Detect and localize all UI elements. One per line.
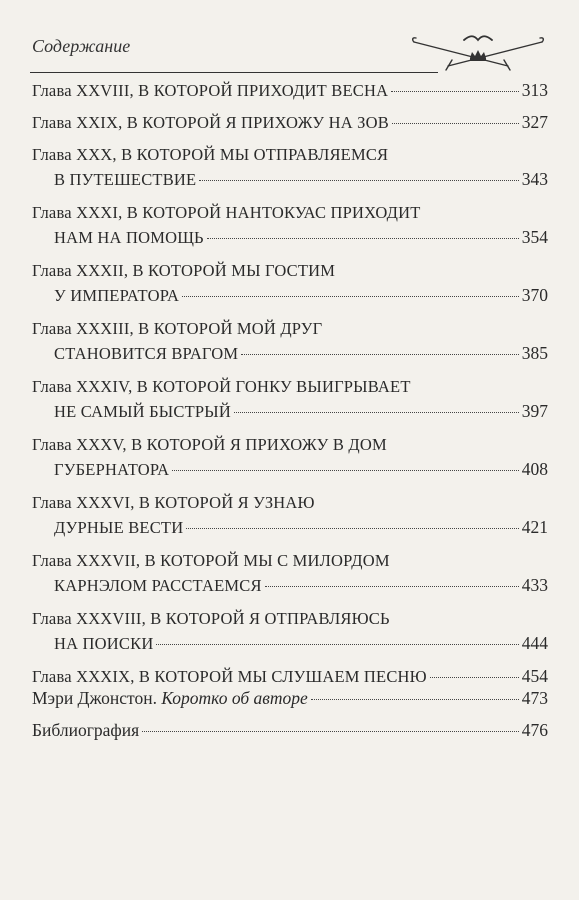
toc-line <box>32 200 548 225</box>
toc-page-number: 408 <box>521 459 548 479</box>
dot-leader <box>430 677 519 678</box>
toc-page-number: 370 <box>521 285 548 305</box>
toc-line <box>32 374 548 399</box>
toc-entry-title: Глава XXXVII, В КОТОРОЙ МЫ С МИЛОРДОМ <box>32 551 390 570</box>
back-matter-title <box>32 686 308 711</box>
dot-leader <box>241 354 519 355</box>
toc-entry[interactable] <box>32 606 548 656</box>
dot-leader <box>156 644 518 645</box>
toc-page-number: 444 <box>521 633 548 653</box>
toc-line <box>32 316 548 341</box>
toc-page-number: 313 <box>521 80 548 100</box>
dot-leader <box>311 699 519 700</box>
entry-gap <box>32 540 548 548</box>
toc-page-number: 385 <box>521 343 548 363</box>
header-rule <box>30 72 438 73</box>
toc-entry-title: Глава XXIX, В КОТОРОЙ Я ПРИХОЖУ НА ЗОВ <box>32 113 389 132</box>
dot-leader <box>265 586 519 587</box>
toc-page-number: 473 <box>521 688 548 708</box>
toc-entry[interactable] <box>32 258 548 308</box>
dot-leader <box>186 528 518 529</box>
toc-page-number: 354 <box>521 227 548 247</box>
toc-line <box>32 631 548 656</box>
back-matter-entry[interactable] <box>32 718 548 743</box>
toc-line <box>32 399 548 424</box>
toc-entry[interactable] <box>32 490 548 540</box>
toc-entry[interactable] <box>32 548 548 598</box>
toc-entry[interactable] <box>32 78 548 103</box>
toc-line <box>32 283 548 308</box>
toc-entry-title: СТАНОВИТСЯ ВРАГОМ <box>54 344 239 363</box>
entry-gap <box>32 135 548 142</box>
toc-entry-title: КАРНЭЛОМ РАССТАЕМСЯ <box>54 576 262 595</box>
toc-line <box>32 718 548 743</box>
toc-entry-title: Глава XXX, В КОТОРОЙ МЫ ОТПРАВЛЯЕМСЯ <box>32 145 389 164</box>
toc-line <box>32 167 548 192</box>
dot-leader <box>172 470 518 471</box>
toc-entry[interactable] <box>32 110 548 135</box>
entry-gap <box>32 308 548 316</box>
dot-leader <box>234 412 519 413</box>
page-title: Содержание <box>32 36 131 56</box>
entry-gap <box>32 598 548 606</box>
toc-entry-title: В ПУТЕШЕСТВИЕ <box>54 170 197 189</box>
dot-leader <box>199 180 518 181</box>
entry-gap <box>32 250 548 258</box>
toc-entry-title: Глава XXXII, В КОТОРОЙ МЫ ГОСТИМ <box>32 261 336 280</box>
crossed-swords-crown-icon <box>408 32 548 72</box>
toc-line <box>32 515 548 540</box>
toc-line <box>32 490 548 515</box>
toc-line <box>32 573 548 598</box>
entry-gap <box>32 366 548 374</box>
toc-line <box>32 78 548 103</box>
toc-page-number: 343 <box>521 169 548 189</box>
entry-gap <box>32 424 548 432</box>
toc-entry-title: Глава XXXVIII, В КОТОРОЙ Я ОТПРАВЛЯЮСЬ <box>32 609 390 628</box>
back-matter-entry[interactable] <box>32 686 548 711</box>
toc-entry-title: ДУРНЫЕ ВЕСТИ <box>54 518 184 537</box>
toc-entry[interactable] <box>32 374 548 424</box>
toc-entry[interactable] <box>32 316 548 366</box>
toc-entry-title: НАМ НА ПОМОЩЬ <box>54 228 204 247</box>
entry-gap <box>32 482 548 490</box>
toc-entry-title: Глава XXVIII, В КОТОРОЙ ПРИХОДИТ ВЕСНА <box>32 81 389 100</box>
back-matter <box>32 686 548 750</box>
back-matter-author: Библиография <box>32 720 140 740</box>
toc-entry[interactable] <box>32 142 548 192</box>
entry-gap <box>32 656 548 664</box>
toc-entry[interactable] <box>32 200 548 250</box>
dot-leader <box>391 91 519 92</box>
toc-line <box>32 258 548 283</box>
toc-line <box>32 110 548 135</box>
toc-line <box>32 606 548 631</box>
toc-page-number: 454 <box>521 666 548 686</box>
toc-page-number: 327 <box>521 112 548 132</box>
dot-leader <box>392 123 519 124</box>
toc-entry-title: НА ПОИСКИ <box>54 634 154 653</box>
toc-entry-title: Глава XXXIX, В КОТОРОЙ МЫ СЛУШАЕМ ПЕСНЮ <box>32 667 427 686</box>
toc-entry[interactable] <box>32 432 548 482</box>
toc-page-number: 476 <box>521 720 548 740</box>
back-matter-author: Мэри Джонстон. <box>32 688 157 708</box>
dot-leader <box>142 731 519 732</box>
toc-entry-title: Глава XXXIV, В КОТОРОЙ ГОНКУ ВЫИГРЫВАЕТ <box>32 377 411 396</box>
toc-line <box>32 457 548 482</box>
toc-entry-title: У ИМПЕРАТОРА <box>54 286 180 305</box>
back-matter-subtitle: Коротко об авторе <box>161 688 308 708</box>
toc-entry-title: Глава XXXVI, В КОТОРОЙ Я УЗНАЮ <box>32 493 315 512</box>
toc-line <box>32 142 548 167</box>
dot-leader <box>182 296 519 297</box>
toc-page-number: 421 <box>521 517 548 537</box>
toc-page-number: 433 <box>521 575 548 595</box>
toc-line <box>32 341 548 366</box>
dot-leader <box>207 238 519 239</box>
back-matter-title <box>32 718 139 743</box>
toc-entry-title: ГУБЕРНАТОРА <box>54 460 170 479</box>
toc-page-number: 397 <box>521 401 548 421</box>
page-header <box>30 32 548 72</box>
entry-gap <box>32 192 548 200</box>
toc-entry-title: Глава XXXIII, В КОТОРОЙ МОЙ ДРУГ <box>32 319 323 338</box>
toc-entry-title: Глава XXXI, В КОТОРОЙ НАНТОКУАС ПРИХОДИТ <box>32 203 421 222</box>
toc-entry-title: Глава XXXV, В КОТОРОЙ Я ПРИХОЖУ В ДОМ <box>32 435 387 454</box>
toc-line <box>32 225 548 250</box>
table-of-contents <box>32 78 548 689</box>
toc-entry-title: НЕ САМЫЙ БЫСТРЫЙ <box>54 402 231 421</box>
entry-gap <box>32 103 548 110</box>
toc-line <box>32 686 548 711</box>
toc-line <box>32 432 548 457</box>
toc-line <box>32 548 548 573</box>
